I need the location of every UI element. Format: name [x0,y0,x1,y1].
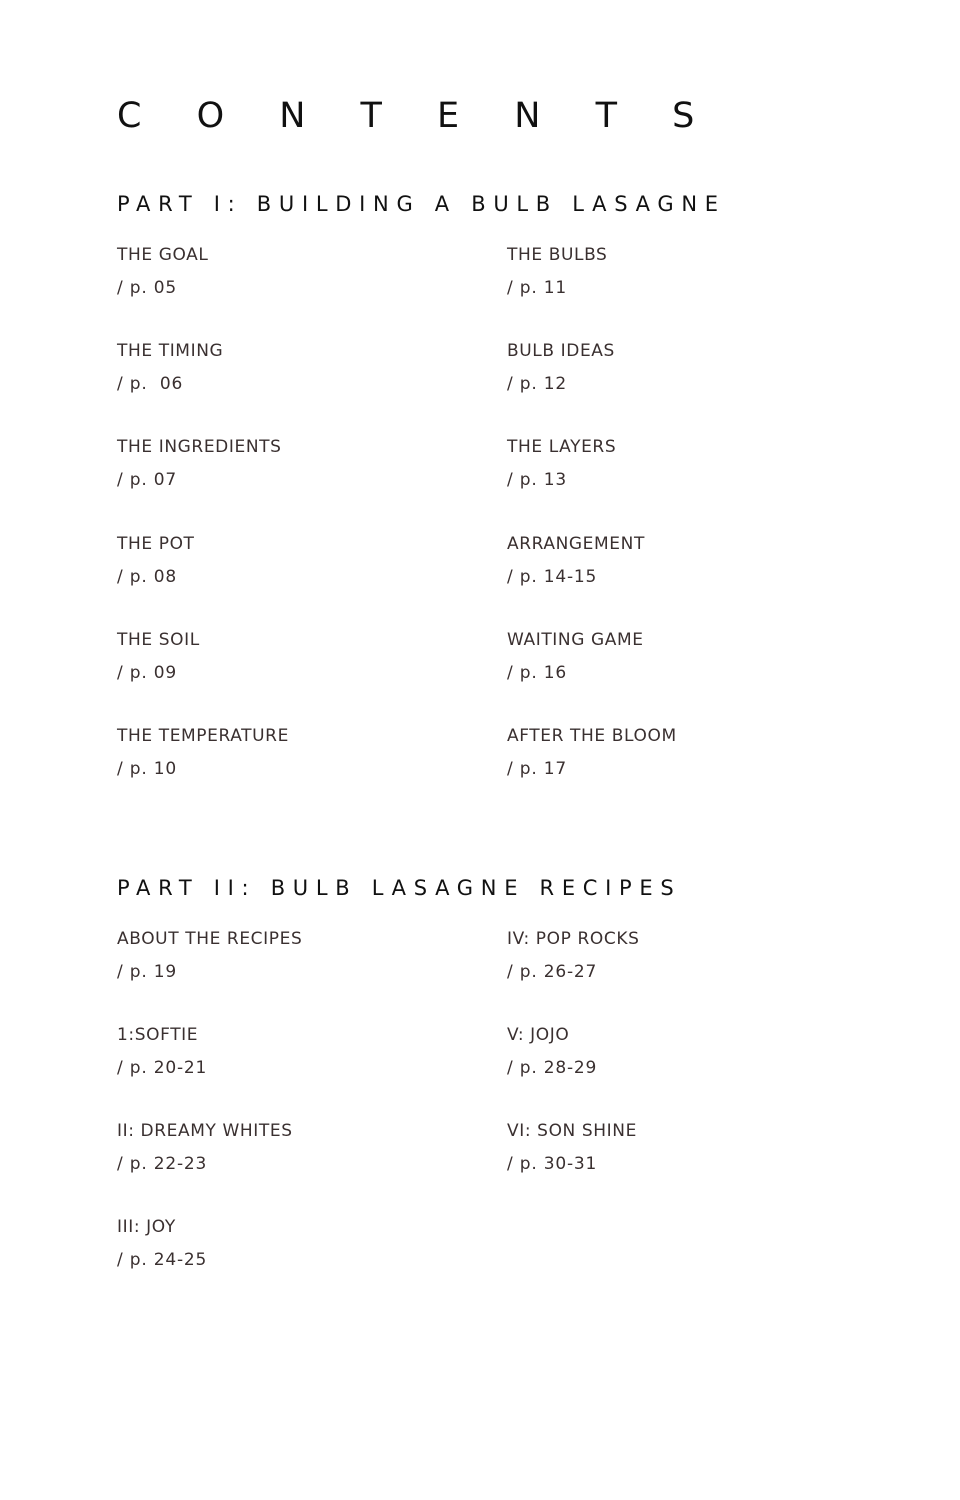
toc-entry[interactable] [117,1121,477,1174]
toc-entry[interactable] [507,630,867,683]
toc-entry-title: II: DREAMY WHITES [117,1121,293,1141]
toc-entry-page: / p. 30-31 [507,1154,598,1174]
toc-entry-title: ABOUT THE RECIPES [117,929,303,949]
toc-entry-title: WAITING GAME [507,630,644,650]
toc-entry-page: / p. 12 [507,374,567,394]
toc-entry-page: / p. 24-25 [117,1250,208,1270]
toc-entry-title: 1:SOFTIE [117,1025,199,1045]
toc-entry-title: THE BULBS [507,245,608,265]
toc-entry[interactable] [117,929,477,982]
toc-entry-page: / p. 20-21 [117,1058,208,1078]
toc-entry-page: / p. 19 [117,962,177,982]
part-2-heading: PART II: BULB LASAGNE RECIPES [117,876,682,900]
toc-entry-page: / p. 17 [507,759,567,779]
toc-entry[interactable] [507,1121,867,1174]
toc-entry[interactable] [507,245,867,298]
toc-entry[interactable] [507,929,867,982]
toc-entry-title: THE GOAL [117,245,209,265]
toc-entry-page: / p. 07 [117,470,177,490]
toc-entry-title: THE POT [117,534,195,554]
toc-entry-title: V: JOJO [507,1025,570,1045]
toc-entry-title: BULB IDEAS [507,341,615,361]
toc-entry-page: / p. 26-27 [507,962,598,982]
toc-entry-page: / p. 28-29 [507,1058,598,1078]
toc-entry[interactable] [117,534,477,587]
part-1-heading: PART I: BUILDING A BULB LASAGNE [117,192,726,216]
toc-entry-title: III: JOY [117,1217,176,1237]
toc-entry-page: / p. 14-15 [507,567,598,587]
toc-entry[interactable] [117,1217,477,1270]
toc-entry-page: / p. 11 [507,278,567,298]
toc-entry[interactable] [117,1025,477,1078]
page-title: C O N T E N T S [117,96,717,136]
toc-entry-title: THE SOIL [117,630,200,650]
toc-entry[interactable] [117,726,477,779]
toc-entry-page: / p. 08 [117,567,177,587]
toc-entry[interactable] [117,437,477,490]
toc-entry-page: / p. 05 [117,278,177,298]
toc-entry-page: / p. 22-23 [117,1154,208,1174]
toc-entry-page: / p. 10 [117,759,177,779]
toc-entry-page: / p. 09 [117,663,177,683]
toc-entry-title: ARRANGEMENT [507,534,645,554]
toc-entry[interactable] [507,726,867,779]
toc-entry-title: AFTER THE BLOOM [507,726,677,746]
toc-entry-page: / p. 13 [507,470,567,490]
toc-entry-page: / p. 06 [117,374,184,394]
toc-entry[interactable] [507,341,867,394]
toc-entry[interactable] [117,630,477,683]
toc-entry-title: IV: POP ROCKS [507,929,640,949]
toc-entry[interactable] [117,245,477,298]
toc-entry-title: THE LAYERS [507,437,617,457]
toc-entry[interactable] [507,534,867,587]
toc-entry-title: THE INGREDIENTS [117,437,282,457]
toc-entry[interactable] [507,437,867,490]
toc-entry-title: VI: SON SHINE [507,1121,637,1141]
toc-entry[interactable] [507,1025,867,1078]
toc-entry[interactable] [117,341,477,394]
toc-entry-title: THE TIMING [117,341,224,361]
toc-entry-page: / p. 16 [507,663,567,683]
toc-entry-title: THE TEMPERATURE [117,726,289,746]
